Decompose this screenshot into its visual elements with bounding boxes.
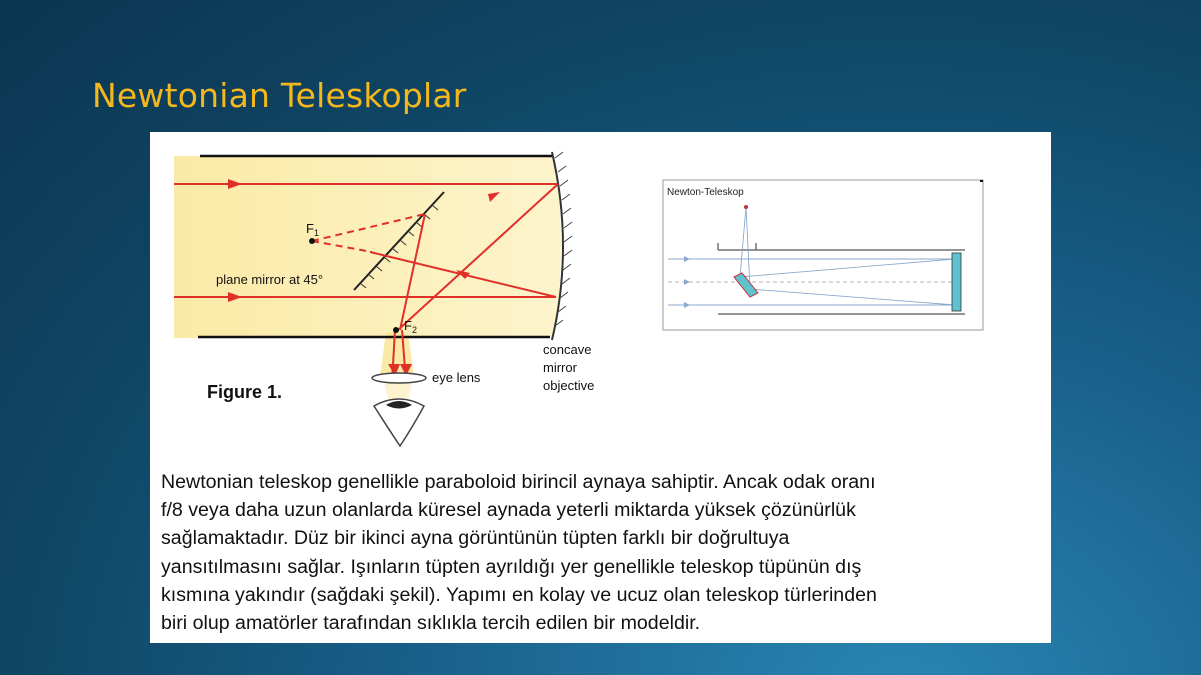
focal-point-f1 xyxy=(309,238,315,244)
slide-title: Newtonian Teleskoplar xyxy=(92,76,467,115)
figure-1-diagram xyxy=(150,132,630,452)
focal-point-f2 xyxy=(393,327,399,333)
figure-1-caption: Figure 1. xyxy=(207,382,283,402)
description-text xyxy=(161,468,1041,637)
description-line: biri olup amatörler tarafından sıklıkla tercih edilen bir modeldir. xyxy=(161,612,701,635)
label-objective: objective xyxy=(543,378,595,393)
content-panel xyxy=(150,132,1051,643)
description-line: kısmına yakındır (sağdaki şekil). Yapımı en kolay ve ucuz olan teleskop türlerinden xyxy=(161,583,877,606)
figure-2-title: Newton-Teleskop xyxy=(667,187,744,198)
label-concave: concave xyxy=(543,342,592,357)
description-line: sağlamaktadır. Düz bir ikinci ayna görüntünün tüpten farklı bir doğrultuya xyxy=(161,527,790,550)
label-f2: $F_2$ xyxy=(404,318,417,335)
description-line: f/8 veya daha uzun olanlarda küresel aynada yeterli miktarda yüksek çözünürlük xyxy=(161,499,856,522)
label-eye-lens: eye lens xyxy=(432,370,481,385)
label-f1: $F_1$ xyxy=(306,221,319,238)
description-line: yansıtılmasını sağlar. Işınların tüpten ayrıldığı yer genellikle teleskop tüpünün dış xyxy=(161,555,862,578)
description-line: Newtonian teleskop genellikle paraboloid birincil aynaya sahiptir. Ancak odak oranı xyxy=(161,471,876,493)
label-plane-mirror: plane mirror at 45° xyxy=(216,272,324,287)
primary-mirror xyxy=(952,253,961,311)
eye-lens xyxy=(372,373,426,383)
figure-2-diagram xyxy=(660,177,990,337)
label-mirror: mirror xyxy=(543,360,577,375)
